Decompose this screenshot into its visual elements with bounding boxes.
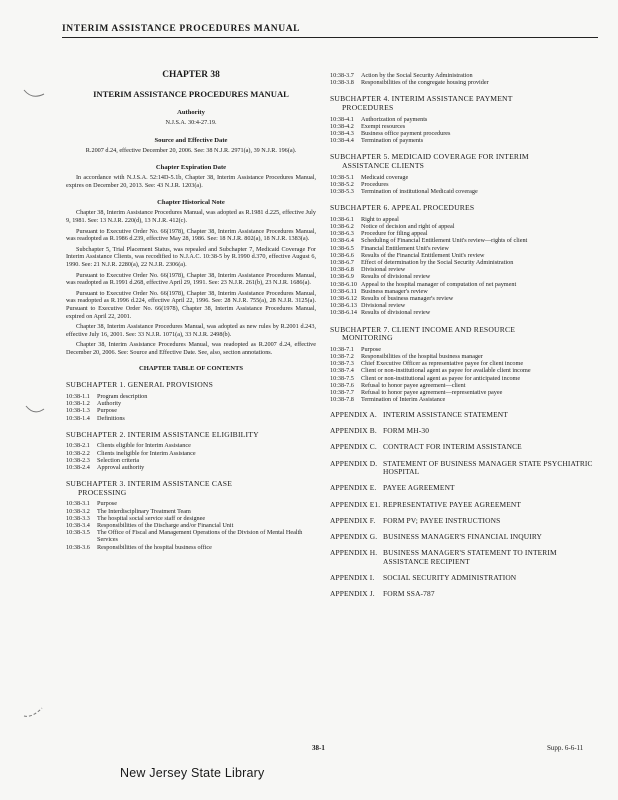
section-title: Divisional review [361, 266, 406, 274]
subchapter-5-title-line1: SUBCHAPTER 5. MEDICAID COVERAGE FOR INTERIM [330, 152, 529, 162]
section-title: Refusal to honor payee agreement—client [361, 381, 466, 389]
section-title: Right to appeal [361, 215, 399, 223]
section-number: 10:38-3.3 [66, 514, 90, 522]
appendix-title: REPRESENTATIVE PAYEE AGREEMENT [383, 499, 522, 509]
margin-mark-bottom [22, 706, 44, 720]
toc-entry[interactable] [330, 353, 600, 360]
history-heading: Chapter Historical Note [157, 199, 225, 207]
history-paragraph: Chapter 38, Interim Assistance Procedures Manual, was readopted as R.2007 d.24, effective December 20, 2006. See: Source and Effective Date. See, also, section annotations. [66, 341, 316, 356]
history-paragraph: Pursuant to Executive Order No. 66(1978), Chapter 38, Interim Assistance Procedures Manual, was readopted as R.1986 d.239, effective May 28, 1986. See: 18 N.J.R. 802(a), 18 N.J.R. 1383(a). [66, 227, 316, 243]
appendix-label: APPENDIX G. [330, 531, 378, 541]
section-title: The Interdisciplinary Treatment Team [97, 507, 191, 515]
appendix-title: INTERIM ASSISTANCE STATEMENT [383, 410, 508, 420]
appendix-entry[interactable] [330, 574, 600, 583]
section-number: 10:38-7.2 [330, 353, 354, 361]
subchapter-5-title[interactable] [330, 153, 600, 170]
subchapter-3-title-line2: PROCESSING [78, 487, 127, 497]
section-title: Clients eligible for Interim Assistance [97, 442, 191, 450]
section-number: 10:38-7.6 [330, 381, 354, 389]
toc-entry[interactable] [330, 396, 600, 403]
section-number: 10:38-7.3 [330, 360, 354, 368]
section-number: 10:38-1.2 [66, 400, 90, 408]
source-heading: Source and Effective Date [154, 136, 228, 144]
section-number: 10:38-6.13 [330, 302, 357, 310]
section-title: Authorization of payments [361, 115, 428, 123]
section-title: Responsibilities of the hospital business manager [361, 353, 483, 361]
section-number: 10:38-3.1 [66, 500, 90, 508]
toc-entry[interactable] [66, 500, 316, 507]
history-paragraph: Pursuant to Executive Order No. 66(1978), Chapter 38, Interim Assistance Procedures Manual, was readopted as R.1991 d.268, effective April 29, 1991. See: 23 N.J.R. 261(b), 23 N.J.R. 1686(a). [66, 271, 316, 287]
section-title: Results of divisional review [361, 273, 431, 281]
appendix-entry[interactable] [330, 517, 600, 526]
section-title: Program description [97, 393, 148, 401]
expiration-heading: Chapter Expiration Date [155, 164, 227, 172]
section-number: 10:38-2.2 [66, 449, 90, 457]
subchapter-2-title[interactable]: SUBCHAPTER 2. INTERIM ASSISTANCE ELIGIBILITY [66, 429, 259, 439]
toc-entry[interactable] [66, 529, 316, 543]
section-title: Results of the Financial Entitlement Unit's review [361, 251, 485, 259]
toc-entry[interactable] [330, 367, 600, 374]
section-number: 10:38-7.4 [330, 367, 354, 375]
appendix-entry[interactable] [330, 411, 600, 420]
appendix-label: APPENDIX F. [330, 515, 376, 525]
section-number: 10:38-4.4 [330, 137, 354, 145]
toc-entry[interactable] [330, 174, 600, 181]
section-title: Scheduling of Financial Entitlement Unit's review—rights of client [361, 237, 528, 245]
appendix-title: CONTRACT FOR INTERIM ASSISTANCE [383, 442, 522, 452]
subchapter-7-title[interactable] [330, 326, 600, 343]
toc-entry[interactable] [330, 116, 600, 123]
appendix-title: FORM PV; PAYEE INSTRUCTIONS [383, 515, 501, 525]
section-title: Approval authority [97, 464, 145, 472]
section-title: Purpose [97, 500, 117, 508]
chapter-title: INTERIM ASSISTANCE PROCEDURES MANUAL [93, 89, 289, 99]
toc-entry[interactable] [66, 515, 316, 522]
toc-entry[interactable] [330, 230, 600, 237]
toc-entry[interactable] [330, 288, 600, 295]
section-title: Client or non-institutional agent as payee for anticipated income [361, 374, 521, 382]
right-column [330, 72, 600, 599]
toc-entry[interactable] [330, 188, 600, 195]
section-number: 10:38-2.4 [66, 464, 90, 472]
appendix-entry[interactable] [330, 484, 600, 493]
toc-entry[interactable] [330, 72, 600, 79]
section-title: Termination of Interim Assistance [361, 396, 446, 404]
appendix-entry[interactable] [330, 427, 600, 436]
section-title: Action by the Social Security Administration [361, 72, 473, 79]
toc-entry[interactable] [330, 309, 600, 316]
history-paragraph: Pursuant to Executive Order No. 66(1978), Chapter 38, Interim Assistance Procedures Manual, was readopted as R.1996 d.224, effective April 22, 1996. See: 28 N.J.R. 755(a), 28 N.J.R. 3125(a). Pursuant to Executive Order No. 66(1978), Chapter 38, Interim Assistance Procedures Manual, expired on April 22, 2001. [66, 289, 316, 320]
appendix-label: APPENDIX D. [330, 458, 378, 468]
toc-entry[interactable] [330, 273, 600, 280]
section-title: Purpose [97, 407, 117, 415]
running-header: INTERIM ASSISTANCE PROCEDURES MANUAL [62, 24, 301, 34]
authority-text: N.J.S.A. 30:4-27.19. [165, 119, 217, 126]
section-number: 10:38-7.1 [330, 345, 354, 353]
history-paragraph: Subchapter 5, Trial Placement Status, was repealed and Subchapter 7, Medicaid Coverage For Interim Assistance Clients, was recodified to N.J.A.C. 10:38-5 by R.1990 d.370, effective August 6, 1990. See: 21 N.J.R. 2280(a), 22 N.J.R. 2306(a). [66, 245, 316, 268]
appendix-title: BUSINESS MANAGER'S STATEMENT TO INTERIM ASSISTANCE RECIPIENT [383, 548, 557, 566]
section-number: 10:38-6.9 [330, 273, 354, 281]
section-title: Chief Executive Officer as representative payee for client income [361, 360, 524, 368]
toc-entry[interactable] [330, 79, 600, 86]
authority-heading: Authority [177, 109, 205, 116]
source-text: R.2007 d.24, effective December 20, 2006. See: 38 N.J.R. 2971(a), 39 N.J.R. 196(a). [85, 146, 297, 154]
toc-entry[interactable] [330, 123, 600, 130]
toc-entry[interactable] [66, 508, 316, 515]
header-rule [62, 37, 598, 38]
section-number: 10:38-3.5 [66, 529, 90, 537]
toc-entry[interactable] [66, 442, 316, 449]
section-number: 10:38-3.4 [66, 522, 90, 530]
appendix-entry[interactable] [330, 549, 600, 566]
toc-entry[interactable] [66, 450, 316, 457]
toc-entry[interactable] [330, 346, 600, 353]
section-number: 10:38-6.12 [330, 295, 357, 303]
toc-entry[interactable] [66, 393, 316, 400]
appendix-title: FORM SSA-787 [383, 589, 435, 599]
section-number: 10:38-3.2 [66, 507, 90, 515]
appendix-entry[interactable] [330, 460, 600, 477]
subchapter-7-title-line2: MONITORING [342, 333, 393, 343]
appendix-label: APPENDIX E1. [330, 499, 381, 509]
toc-entry[interactable] [66, 400, 316, 407]
toc-entry[interactable] [66, 464, 316, 471]
toc-entry[interactable] [330, 389, 600, 396]
toc-entry[interactable] [330, 237, 600, 244]
section-title: Definitions [97, 414, 125, 422]
section-title: The Office of Fiscal and Management Operations of the Division of Mental Health Services [97, 529, 303, 544]
section-number: 10:38-1.1 [66, 393, 90, 401]
toc-entry[interactable] [66, 457, 316, 464]
section-number: 10:38-6.2 [330, 223, 354, 230]
section-number: 10:38-7.8 [330, 396, 354, 404]
section-number: 10:38-7.7 [330, 389, 354, 397]
section-title: Refusal to honor payee agreement—representative payee [361, 389, 503, 397]
toc-entry[interactable] [330, 295, 600, 302]
supplement-date: Supp. 6-6-11 [547, 744, 584, 752]
section-number: 10:38-3.8 [330, 79, 354, 87]
subchapter-3-title[interactable] [66, 480, 316, 497]
toc-entry[interactable] [330, 281, 600, 288]
section-title: Divisional review [361, 302, 406, 310]
toc-entry[interactable] [330, 360, 600, 367]
section-number: 10:38-6.14 [330, 309, 357, 317]
subchapter-7-title-line1: SUBCHAPTER 7. CLIENT INCOME AND RESOURCE [330, 324, 516, 334]
section-number: 10:38-6.8 [330, 266, 354, 274]
section-title: Authority [97, 400, 122, 408]
section-title: Responsibilities of the Discharge and/or Financial Unit [97, 522, 234, 530]
appendix-label: APPENDIX H. [330, 548, 378, 558]
section-number: 10:38-5.2 [330, 180, 354, 188]
subchapter-3-title-line1: SUBCHAPTER 3. INTERIM ASSISTANCE CASE [66, 479, 233, 489]
toc-entry[interactable] [330, 245, 600, 252]
section-title: Results of business manager's review [361, 295, 454, 303]
section-number: 10:38-6.7 [330, 259, 354, 267]
subchapter-4-title-line2: PROCEDURES [342, 103, 394, 112]
appendix-label: APPENDIX C. [330, 442, 377, 452]
subchapter-4-title-line1: SUBCHAPTER 4. INTERIM ASSISTANCE PAYMENT [330, 94, 513, 104]
toc-entry[interactable] [330, 266, 600, 273]
section-number: 10:38-4.1 [330, 115, 354, 123]
appendix-label: APPENDIX I. [330, 572, 375, 582]
toc-entry[interactable] [66, 522, 316, 529]
toc-entry[interactable] [66, 415, 316, 422]
history-paragraph: Chapter 38, Interim Assistance Procedures Manual, was adopted as new rules by R.2001 d.243, effective July 16, 2001. See: 33 N.J.R. 1071(a), 33 N.J.R. 2498(b). [66, 323, 316, 338]
toc-entry[interactable] [330, 382, 600, 389]
section-title: Business manager's review [361, 287, 428, 295]
toc-entry[interactable] [330, 181, 600, 188]
appendix-title: BUSINESS MANAGER'S FINANCIAL INQUIRY [383, 531, 543, 541]
section-number: 10:38-5.1 [330, 173, 354, 181]
history-paragraph: Chapter 38, Interim Assistance Procedures Manual, was adopted as R.1981 d.225, effective July 9, 1981. See: 13 N.J.R. 220(d), 13 N.J.R. 412(c). [66, 209, 316, 224]
section-title: Medicaid coverage [361, 173, 409, 181]
section-number: 10:38-6.11 [330, 287, 357, 295]
section-number: 10:38-3.7 [330, 72, 354, 79]
section-title: Selection criteria [97, 456, 140, 464]
section-number: 10:38-4.3 [330, 130, 354, 137]
toc-entry[interactable] [330, 216, 600, 223]
library-stamp: New Jersey State Library [120, 766, 265, 780]
appendix-entry[interactable] [330, 443, 600, 452]
section-number: 10:38-6.10 [330, 280, 357, 288]
toc-heading: CHAPTER TABLE OF CONTENTS [138, 365, 244, 373]
section-title: Exempt resources [361, 122, 406, 130]
appendix-entry[interactable] [330, 533, 600, 542]
section-number: 10:38-6.6 [330, 251, 354, 259]
section-number: 10:38-2.1 [66, 442, 90, 450]
section-number: 10:38-2.3 [66, 456, 90, 464]
section-number: 10:38-5.3 [330, 188, 354, 195]
page-number: 38-1 [312, 744, 325, 752]
toc-entry[interactable] [330, 375, 600, 382]
section-number: 10:38-4.2 [330, 122, 354, 130]
expiration-text: In accordance with N.J.S.A. 52:14D-5.1b, Chapter 38, Interim Assistance Procedures Manual, expires on December 20, 2013. See: 43 N.J.R. 1203(a). [66, 174, 316, 189]
appendix-entry[interactable] [330, 590, 600, 599]
section-title: Notice of decision and right of appeal [361, 223, 455, 230]
section-title: Responsibilities of the hospital business office [97, 543, 212, 551]
section-number: 10:38-3.6 [66, 543, 90, 551]
toc-entry[interactable] [330, 252, 600, 259]
toc-entry[interactable] [330, 137, 600, 144]
appendix-label: APPENDIX B. [330, 426, 377, 436]
section-number: 10:38-6.3 [330, 230, 354, 238]
margin-mark-middle [24, 404, 46, 418]
section-title: Client or non-institutional agent as payee for available client income [361, 367, 531, 375]
subchapter-1-title[interactable]: SUBCHAPTER 1. GENERAL PROVISIONS [66, 380, 214, 390]
section-title: Termination of institutional Medicaid coverage [361, 188, 478, 195]
margin-mark-top [22, 88, 46, 102]
section-title: Financial Entitlement Unit's review [361, 244, 449, 252]
appendix-title: FORM MH-30 [383, 426, 430, 436]
toc-entry[interactable] [66, 407, 316, 414]
appendix-label: APPENDIX A. [330, 410, 377, 420]
section-number: 10:38-1.3 [66, 407, 90, 415]
toc-entry[interactable] [330, 259, 600, 266]
left-column [66, 70, 316, 551]
section-title: Procedures [361, 180, 389, 188]
subchapter-4-title[interactable] [330, 95, 600, 112]
subchapter-5-title-line2: ASSISTANCE CLIENTS [342, 161, 425, 170]
section-number: 10:38-1.4 [66, 414, 90, 422]
toc-entry[interactable] [330, 302, 600, 309]
section-title: Purpose [361, 345, 381, 353]
section-number: 10:38-7.5 [330, 374, 354, 382]
section-title: Responsibilities of the congregate housing provider [361, 79, 489, 87]
toc-entry[interactable] [66, 544, 316, 551]
section-number: 10:38-6.5 [330, 244, 354, 252]
section-title: Business office payment procedures [361, 130, 451, 137]
appendix-title: STATEMENT OF BUSINESS MANAGER STATE PSYCHIATRIC HOSPITAL [383, 458, 593, 477]
toc-entry[interactable] [330, 223, 600, 230]
section-number: 10:38-6.1 [330, 215, 354, 223]
section-title: The hospital social service staff or designee [97, 514, 206, 522]
subchapter-6-title[interactable]: SUBCHAPTER 6. APPEAL PROCEDURES [330, 203, 475, 213]
appendix-label: APPENDIX J. [330, 589, 375, 599]
appendix-label: APPENDIX E. [330, 483, 377, 493]
section-title: Results of divisional review [361, 309, 431, 317]
section-number: 10:38-6.4 [330, 237, 354, 245]
chapter-number: CHAPTER 38 [162, 70, 220, 80]
section-title: Effect of determination by the Social Security Administration [361, 259, 514, 267]
section-title: Appeal to the hospital manager of computation of net payment [361, 280, 517, 288]
toc-entry[interactable] [330, 130, 600, 137]
appendix-entry[interactable] [330, 501, 600, 510]
appendix-title: SOCIAL SECURITY ADMINISTRATION [383, 572, 517, 582]
section-title: Procedure for filing appeal [361, 230, 428, 238]
section-title: Termination of payments [361, 137, 424, 145]
section-title: Clients ineligible for Interim Assistance [97, 449, 196, 457]
appendix-title: PAYEE AGREEMENT [383, 483, 455, 493]
